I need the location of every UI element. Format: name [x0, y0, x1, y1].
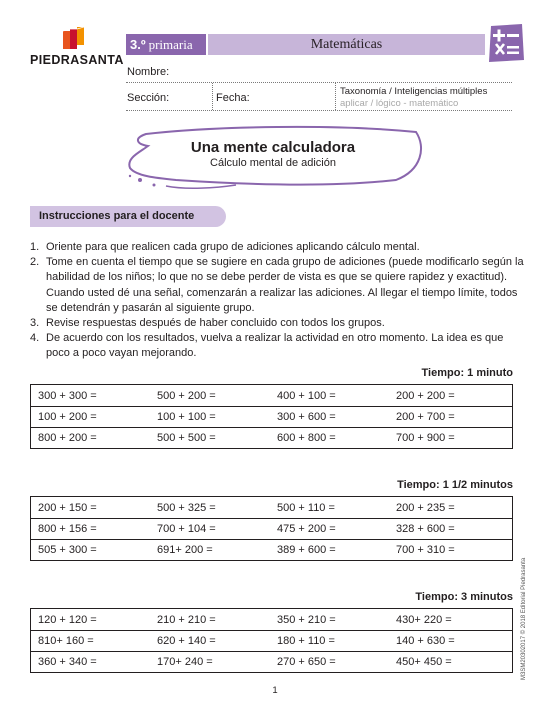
- logo-text: PIEDRASANTA: [30, 53, 124, 67]
- addition-item[interactable]: 300 + 300 =: [38, 390, 97, 402]
- table-row: [31, 540, 512, 561]
- instructions-heading: Instrucciones para el docente: [30, 206, 226, 227]
- addition-item[interactable]: 328 + 600 =: [396, 523, 455, 535]
- date-label: Fecha:: [216, 92, 250, 104]
- addition-item[interactable]: 200 + 235 =: [396, 502, 455, 514]
- time-label-group-3: Tiempo: 3 minutos: [415, 591, 513, 603]
- instruction-item: 2. Tome en cuenta el tiempo que se sugiere en cada grupo de adiciones (puede modificarlo según la habilidad de los niños; lo que no se debe perder de vista es que se quiere rapidez y exactitud). Cuando usted dé una señal, comenzarán a realizar las adiciones. Al llegar el tiempo límite, todos se detendrán y pasarán al siguiente grupo.: [30, 256, 524, 314]
- addition-item[interactable]: 700 + 900 =: [396, 432, 455, 444]
- table-row: [31, 631, 512, 652]
- table-row: [31, 610, 512, 631]
- name-line[interactable]: [126, 82, 512, 83]
- table-row: [31, 652, 512, 673]
- instruction-item: 4. De acuerdo con los resultados, vuelva a realizar la actividad en otro momento. La idea es que poco a poco vayan mejorando.: [30, 332, 504, 360]
- addition-item[interactable]: 100 + 100 =: [157, 411, 216, 423]
- time-label-group-2: Tiempo: 1 1/2 minutos: [397, 479, 513, 491]
- addition-item[interactable]: 210 + 210 =: [157, 614, 216, 626]
- taxonomy-value: aplicar / lógico - matemático: [340, 98, 459, 109]
- section-line: [126, 110, 512, 111]
- addition-item[interactable]: 389 + 600 =: [277, 544, 336, 556]
- section-label: Sección:: [127, 92, 170, 104]
- addition-item[interactable]: 620 + 140 =: [157, 635, 216, 647]
- addition-item[interactable]: 700 + 310 =: [396, 544, 455, 556]
- addition-item[interactable]: 430+ 220 =: [396, 614, 452, 626]
- table-row: [31, 519, 512, 540]
- addition-item[interactable]: 200 + 200 =: [396, 390, 455, 402]
- instruction-item: 3. Revise respuestas después de haber concluido con todos los grupos.: [30, 317, 385, 330]
- addition-item[interactable]: 500 + 110 =: [277, 502, 335, 514]
- instructions-list: [30, 240, 525, 362]
- addition-item[interactable]: 700 + 104 =: [157, 523, 216, 535]
- grade-number: 3.º: [130, 37, 146, 52]
- addition-item[interactable]: 500 + 200 =: [157, 390, 216, 402]
- addition-item[interactable]: 475 + 200 =: [277, 523, 336, 535]
- table-row: [31, 386, 512, 407]
- addition-group-2: [30, 496, 513, 561]
- grade-badge: [126, 34, 206, 55]
- addition-item[interactable]: 180 + 110 =: [277, 635, 335, 647]
- addition-item[interactable]: 120 + 120 =: [38, 614, 97, 626]
- name-label: Nombre:: [127, 66, 170, 78]
- table-row: [31, 428, 512, 449]
- addition-item[interactable]: 200 + 700 =: [396, 411, 455, 423]
- plus-minus-times-icon: [488, 24, 524, 62]
- addition-item[interactable]: 500 + 325 =: [157, 502, 216, 514]
- addition-item[interactable]: 800 + 156 =: [38, 523, 97, 535]
- page-number: 1: [272, 685, 278, 696]
- addition-item[interactable]: 810+ 160 =: [38, 635, 94, 647]
- addition-item[interactable]: 270 + 650 =: [277, 656, 336, 668]
- instruction-item: 1. Oriente para que realicen cada grupo de adiciones aplicando cálculo mental.: [30, 241, 420, 253]
- table-row: [31, 407, 512, 428]
- piedrasanta-logo-icon: [63, 27, 85, 51]
- copyright-note: M3SM20302017 © 2018 Editorial Piedrasanta: [521, 557, 527, 680]
- field-separator: [212, 83, 213, 110]
- addition-item[interactable]: 691+ 200 =: [157, 544, 213, 556]
- addition-item[interactable]: 200 + 150 =: [38, 502, 97, 514]
- table-row: [31, 498, 512, 519]
- addition-item[interactable]: 170+ 240 =: [157, 656, 213, 668]
- addition-item[interactable]: 350 + 210 =: [277, 614, 336, 626]
- addition-item[interactable]: 800 + 200 =: [38, 432, 97, 444]
- addition-item[interactable]: 140 + 630 =: [396, 635, 455, 647]
- addition-group-3: [30, 608, 513, 673]
- addition-item[interactable]: 500 + 500 =: [157, 432, 216, 444]
- addition-item[interactable]: 300 + 600 =: [277, 411, 336, 423]
- subject-title: Matemáticas: [208, 34, 485, 55]
- addition-item[interactable]: 600 + 800 =: [277, 432, 336, 444]
- grade-label: primaria: [148, 37, 193, 52]
- addition-item[interactable]: 360 + 340 =: [38, 656, 97, 668]
- addition-group-1: [30, 384, 513, 449]
- addition-item[interactable]: 100 + 200 =: [38, 411, 97, 423]
- taxonomy-title: Taxonomía / Inteligencias múltiples: [340, 86, 488, 97]
- time-label-group-1: Tiempo: 1 minuto: [421, 367, 513, 379]
- addition-item[interactable]: 450+ 450 =: [396, 656, 452, 668]
- page-title: Una mente calculadora: [190, 139, 356, 156]
- addition-item[interactable]: 400 + 100 =: [277, 390, 336, 402]
- addition-item[interactable]: 505 + 300 =: [38, 544, 97, 556]
- page-subtitle: Cálculo mental de adición: [210, 157, 336, 169]
- field-separator: [335, 83, 336, 110]
